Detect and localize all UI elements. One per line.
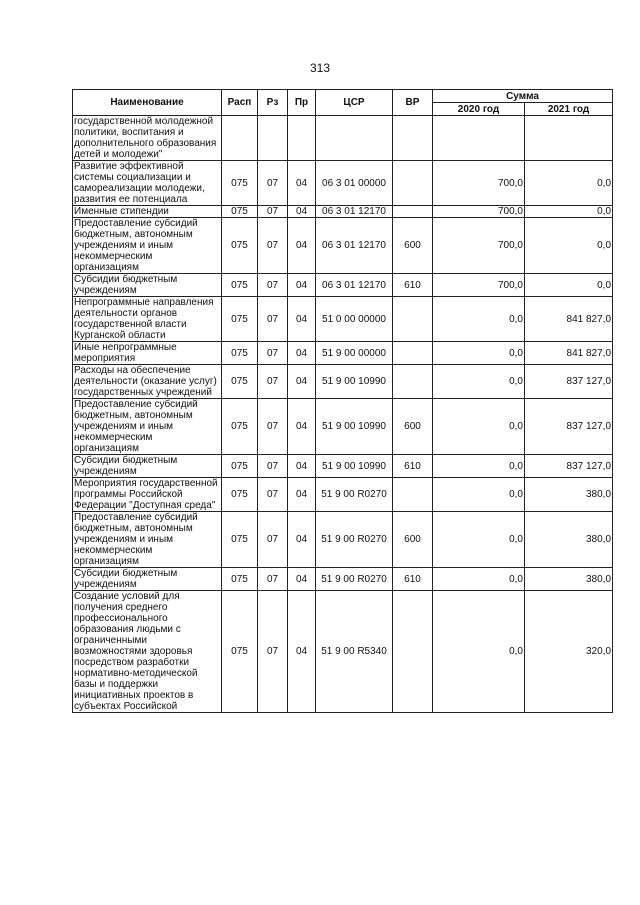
cell-vr: 600 bbox=[393, 512, 433, 568]
header-sum: Сумма bbox=[433, 90, 613, 103]
cell-vr bbox=[393, 116, 433, 161]
cell-2021: 837 127,0 bbox=[525, 455, 613, 478]
cell-2021: 0,0 bbox=[525, 218, 613, 274]
cell-csr: 51 9 00 10990 bbox=[316, 399, 393, 455]
cell-pr: 04 bbox=[288, 478, 316, 512]
table-row bbox=[73, 297, 613, 342]
table-row bbox=[73, 116, 613, 161]
cell-name: Субсидии бюджетным учреждениям bbox=[73, 274, 222, 297]
table-row bbox=[73, 568, 613, 591]
cell-vr bbox=[393, 297, 433, 342]
cell-rz: 07 bbox=[258, 365, 288, 399]
table-row bbox=[73, 591, 613, 713]
cell-csr: 51 9 00 R0270 bbox=[316, 568, 393, 591]
table-row bbox=[73, 455, 613, 478]
cell-rasp: 075 bbox=[222, 342, 258, 365]
cell-rasp: 075 bbox=[222, 161, 258, 206]
cell-rasp: 075 bbox=[222, 478, 258, 512]
cell-rz: 07 bbox=[258, 342, 288, 365]
cell-2020: 700,0 bbox=[433, 206, 525, 218]
header-2021: 2021 год bbox=[525, 103, 613, 116]
cell-csr bbox=[316, 116, 393, 161]
cell-pr: 04 bbox=[288, 274, 316, 297]
cell-csr: 06 3 01 00000 bbox=[316, 161, 393, 206]
cell-2021: 0,0 bbox=[525, 161, 613, 206]
cell-2020 bbox=[433, 116, 525, 161]
table-row bbox=[73, 274, 613, 297]
cell-2020: 0,0 bbox=[433, 297, 525, 342]
cell-rasp: 075 bbox=[222, 591, 258, 713]
cell-pr: 04 bbox=[288, 365, 316, 399]
cell-name: Мероприятия государственной программы Российской Федерации "Доступная среда" bbox=[73, 478, 222, 512]
cell-pr bbox=[288, 116, 316, 161]
cell-2020: 0,0 bbox=[433, 512, 525, 568]
cell-2020: 0,0 bbox=[433, 342, 525, 365]
cell-2020: 700,0 bbox=[433, 161, 525, 206]
cell-vr: 610 bbox=[393, 455, 433, 478]
header-csr: ЦСР bbox=[316, 90, 393, 116]
cell-rasp: 075 bbox=[222, 399, 258, 455]
cell-rz: 07 bbox=[258, 206, 288, 218]
cell-csr: 06 3 01 12170 bbox=[316, 206, 393, 218]
cell-csr: 51 9 00 00000 bbox=[316, 342, 393, 365]
cell-rz: 07 bbox=[258, 399, 288, 455]
cell-2020: 0,0 bbox=[433, 568, 525, 591]
cell-pr: 04 bbox=[288, 512, 316, 568]
table-row bbox=[73, 512, 613, 568]
cell-pr: 04 bbox=[288, 206, 316, 218]
cell-rz: 07 bbox=[258, 568, 288, 591]
cell-vr: 600 bbox=[393, 399, 433, 455]
cell-pr: 04 bbox=[288, 161, 316, 206]
cell-name: Создание условий для получения среднего профессионального образования людьми с ограниченными возможностями здоровья посредством разработки нормативно-методической базы и поддержки инициативных проектов в субъектах Российской bbox=[73, 591, 222, 713]
cell-pr: 04 bbox=[288, 297, 316, 342]
cell-rasp: 075 bbox=[222, 455, 258, 478]
cell-name: Иные непрограммные мероприятия bbox=[73, 342, 222, 365]
cell-pr: 04 bbox=[288, 218, 316, 274]
cell-vr bbox=[393, 342, 433, 365]
cell-2020: 0,0 bbox=[433, 365, 525, 399]
cell-rasp: 075 bbox=[222, 274, 258, 297]
cell-rz: 07 bbox=[258, 161, 288, 206]
cell-name: Предоставление субсидий бюджетным, автономным учреждениям и иным некоммерческим организациям bbox=[73, 218, 222, 274]
cell-rz: 07 bbox=[258, 455, 288, 478]
cell-rasp: 075 bbox=[222, 365, 258, 399]
table-row bbox=[73, 342, 613, 365]
header-row bbox=[73, 90, 613, 103]
cell-name: Субсидии бюджетным учреждениям bbox=[73, 455, 222, 478]
cell-csr: 51 9 00 R0270 bbox=[316, 478, 393, 512]
cell-rz: 07 bbox=[258, 512, 288, 568]
cell-csr: 51 9 00 R0270 bbox=[316, 512, 393, 568]
table-row bbox=[73, 161, 613, 206]
cell-name: государственной молодежной политики, воспитания и дополнительного образования детей и молодежи" bbox=[73, 116, 222, 161]
header-2020: 2020 год bbox=[433, 103, 525, 116]
cell-rasp: 075 bbox=[222, 512, 258, 568]
cell-vr: 610 bbox=[393, 568, 433, 591]
cell-name: Развитие эффективной системы социализации и самореализации молодежи, развития ее потенциала bbox=[73, 161, 222, 206]
header-pr: Пр bbox=[288, 90, 316, 116]
table-row bbox=[73, 478, 613, 512]
cell-name: Предоставление субсидий бюджетным, автономным учреждениям и иным некоммерческим организациям bbox=[73, 512, 222, 568]
cell-2021: 380,0 bbox=[525, 478, 613, 512]
cell-2021: 841 827,0 bbox=[525, 342, 613, 365]
cell-2021: 837 127,0 bbox=[525, 399, 613, 455]
cell-2021: 380,0 bbox=[525, 568, 613, 591]
cell-2020: 700,0 bbox=[433, 218, 525, 274]
cell-2021: 841 827,0 bbox=[525, 297, 613, 342]
cell-pr: 04 bbox=[288, 342, 316, 365]
cell-2021: 0,0 bbox=[525, 274, 613, 297]
cell-csr: 51 9 00 10990 bbox=[316, 365, 393, 399]
budget-table bbox=[72, 89, 613, 713]
cell-2020: 700,0 bbox=[433, 274, 525, 297]
cell-name: Субсидии бюджетным учреждениям bbox=[73, 568, 222, 591]
cell-rasp bbox=[222, 116, 258, 161]
cell-name: Непрограммные направления деятельности органов государственной власти Курганской области bbox=[73, 297, 222, 342]
cell-2021 bbox=[525, 116, 613, 161]
table-row bbox=[73, 206, 613, 218]
cell-rz: 07 bbox=[258, 478, 288, 512]
cell-pr: 04 bbox=[288, 399, 316, 455]
cell-2021: 837 127,0 bbox=[525, 365, 613, 399]
cell-2021: 320,0 bbox=[525, 591, 613, 713]
cell-name: Именные стипендии bbox=[73, 206, 222, 218]
cell-csr: 06 3 01 12170 bbox=[316, 274, 393, 297]
cell-vr bbox=[393, 591, 433, 713]
header-name: Наименование bbox=[73, 90, 222, 116]
cell-rz: 07 bbox=[258, 218, 288, 274]
cell-pr: 04 bbox=[288, 568, 316, 591]
cell-pr: 04 bbox=[288, 455, 316, 478]
cell-rz: 07 bbox=[258, 274, 288, 297]
cell-rasp: 075 bbox=[222, 568, 258, 591]
page-number: 313 bbox=[309, 61, 331, 75]
cell-2020: 0,0 bbox=[433, 591, 525, 713]
cell-rasp: 075 bbox=[222, 297, 258, 342]
cell-csr: 51 0 00 00000 bbox=[316, 297, 393, 342]
cell-csr: 51 9 00 10990 bbox=[316, 455, 393, 478]
cell-csr: 06 3 01 12170 bbox=[316, 218, 393, 274]
cell-rasp: 075 bbox=[222, 206, 258, 218]
cell-vr bbox=[393, 365, 433, 399]
cell-csr: 51 9 00 R5340 bbox=[316, 591, 393, 713]
cell-2020: 0,0 bbox=[433, 399, 525, 455]
cell-pr: 04 bbox=[288, 591, 316, 713]
cell-name: Предоставление субсидий бюджетным, автономным учреждениям и иным некоммерческим организациям bbox=[73, 399, 222, 455]
header-vr: ВР bbox=[393, 90, 433, 116]
header-rz: Рз bbox=[258, 90, 288, 116]
table-row bbox=[73, 399, 613, 455]
cell-rz: 07 bbox=[258, 591, 288, 713]
cell-2021: 380,0 bbox=[525, 512, 613, 568]
cell-rz bbox=[258, 116, 288, 161]
cell-vr bbox=[393, 161, 433, 206]
cell-name: Расходы на обеспечение деятельности (оказание услуг) государственных учреждений bbox=[73, 365, 222, 399]
cell-vr: 600 bbox=[393, 218, 433, 274]
cell-2021: 0,0 bbox=[525, 206, 613, 218]
table-row bbox=[73, 365, 613, 399]
cell-2020: 0,0 bbox=[433, 478, 525, 512]
cell-rasp: 075 bbox=[222, 218, 258, 274]
cell-2020: 0,0 bbox=[433, 455, 525, 478]
table-row bbox=[73, 218, 613, 274]
header-rasp: Расп bbox=[222, 90, 258, 116]
cell-vr bbox=[393, 206, 433, 218]
cell-vr: 610 bbox=[393, 274, 433, 297]
cell-rz: 07 bbox=[258, 297, 288, 342]
cell-vr bbox=[393, 478, 433, 512]
